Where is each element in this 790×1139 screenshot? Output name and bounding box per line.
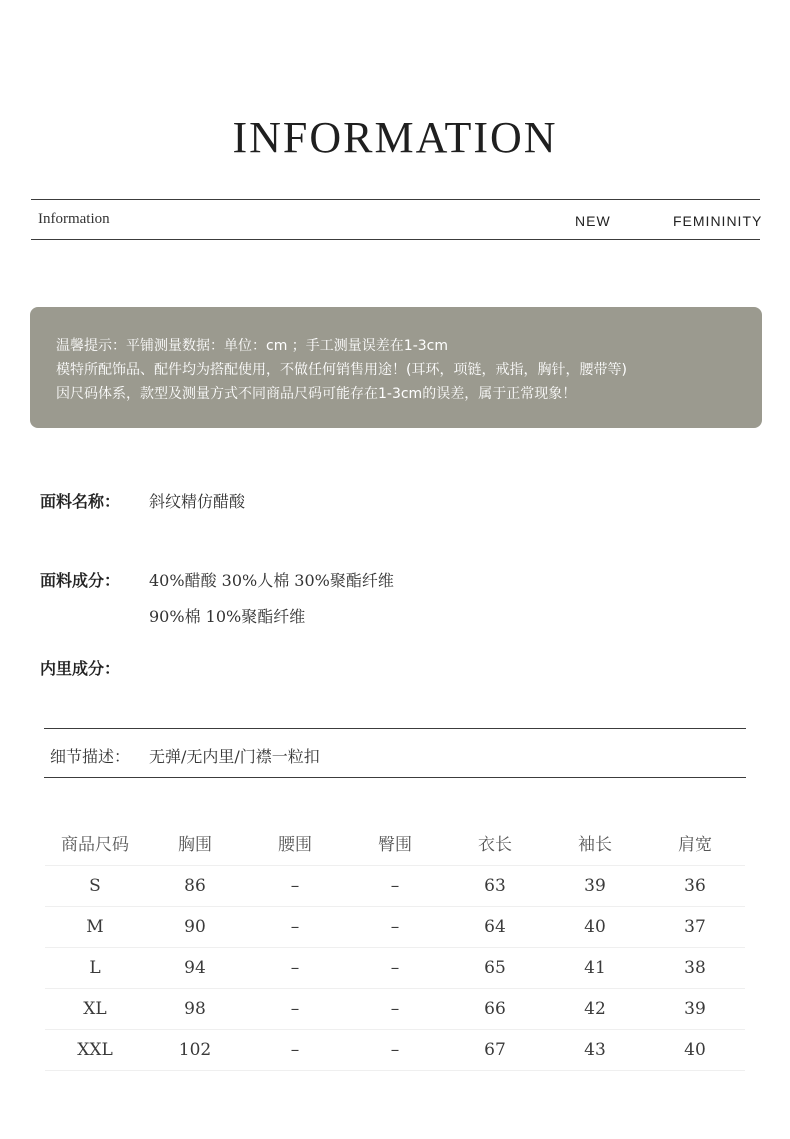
- fabric-composition-value-1: 40%醋酸 30%人棉 30%聚酯纤维: [149, 571, 394, 590]
- header-cell-chest: 胸围: [178, 835, 212, 855]
- header-cell-shoulder: 肩宽: [678, 835, 712, 855]
- header-femininity-label: FEMININITY: [673, 213, 763, 229]
- fabric-name-value: 斜纹精仿醋酸: [149, 492, 246, 511]
- cell-length: 63: [484, 876, 506, 896]
- cell-waist: –: [290, 1040, 300, 1060]
- cell-length: 67: [484, 1040, 506, 1060]
- table-row: [45, 989, 745, 1030]
- fabric-name-label: 面料名称：: [40, 492, 121, 511]
- cell-sleeve: 39: [584, 876, 606, 896]
- cell-hip: –: [390, 917, 400, 937]
- header-new-label: NEW: [575, 213, 611, 229]
- size-table-header-row: [45, 825, 745, 866]
- fabric-composition-label: 面料成分：: [40, 571, 121, 590]
- cell-size: M: [86, 917, 104, 937]
- cell-chest: 94: [184, 958, 206, 978]
- header-info-label: Information: [38, 211, 110, 227]
- cell-hip: –: [390, 1040, 400, 1060]
- cell-waist: –: [290, 999, 300, 1019]
- header-top-divider: [31, 199, 760, 200]
- cell-waist: –: [290, 958, 300, 978]
- notice-line-3: 因尺码体系，款型及测量方式不同商品尺码可能存在1-3cm的误差，属于正常现象！: [56, 386, 577, 402]
- cell-shoulder: 37: [684, 917, 706, 937]
- cell-length: 65: [484, 958, 506, 978]
- header-cell-length: 衣长: [478, 835, 512, 855]
- cell-sleeve: 41: [584, 958, 606, 978]
- size-table: [45, 825, 745, 1071]
- cell-size: L: [89, 958, 101, 978]
- fabric-composition-value-2: 90%棉 10%聚酯纤维: [149, 607, 306, 626]
- cell-shoulder: 39: [684, 999, 706, 1019]
- detail-label: 细节描述：: [50, 747, 131, 766]
- header-bottom-divider: [31, 239, 760, 240]
- notice-line-2: 模特所配饰品、配件均为搭配使用，不做任何销售用途！(耳环，项链，戒指，胸针，腰带等): [56, 362, 627, 378]
- header-cell-size: 商品尺码: [61, 835, 129, 855]
- cell-sleeve: 42: [584, 999, 606, 1019]
- table-row: [45, 948, 745, 989]
- cell-chest: 98: [184, 999, 206, 1019]
- header-cell-waist: 腰围: [278, 835, 312, 855]
- header-cell-hip: 臀围: [378, 835, 412, 855]
- cell-hip: –: [390, 876, 400, 896]
- cell-chest: 102: [178, 1040, 212, 1060]
- notice-box: [30, 307, 762, 428]
- header-cell-sleeve: 袖长: [578, 835, 612, 855]
- cell-size: XL: [83, 999, 107, 1019]
- cell-sleeve: 43: [584, 1040, 606, 1060]
- cell-chest: 90: [184, 917, 206, 937]
- detail-value: 无弹/无内里/门襟一粒扣: [149, 747, 320, 766]
- page-title: INFORMATION: [232, 113, 558, 162]
- cell-shoulder: 38: [684, 958, 706, 978]
- table-row: [45, 907, 745, 948]
- cell-size: XXL: [77, 1040, 113, 1060]
- detail-bottom-divider: [44, 777, 746, 778]
- cell-waist: –: [290, 876, 300, 896]
- cell-size: S: [89, 876, 101, 896]
- cell-chest: 86: [184, 876, 206, 896]
- table-row: [45, 1030, 745, 1071]
- cell-length: 66: [484, 999, 506, 1019]
- detail-top-divider: [44, 728, 746, 729]
- cell-sleeve: 40: [584, 917, 606, 937]
- cell-hip: –: [390, 999, 400, 1019]
- cell-hip: –: [390, 958, 400, 978]
- cell-shoulder: 36: [684, 876, 706, 896]
- cell-length: 64: [484, 917, 506, 937]
- notice-line-1: 温馨提示：平铺测量数据：单位：cm ；手工测量误差在1-3cm: [56, 338, 448, 354]
- cell-waist: –: [290, 917, 300, 937]
- table-row: [45, 866, 745, 907]
- lining-composition-label: 内里成分：: [40, 659, 121, 678]
- cell-shoulder: 40: [684, 1040, 706, 1060]
